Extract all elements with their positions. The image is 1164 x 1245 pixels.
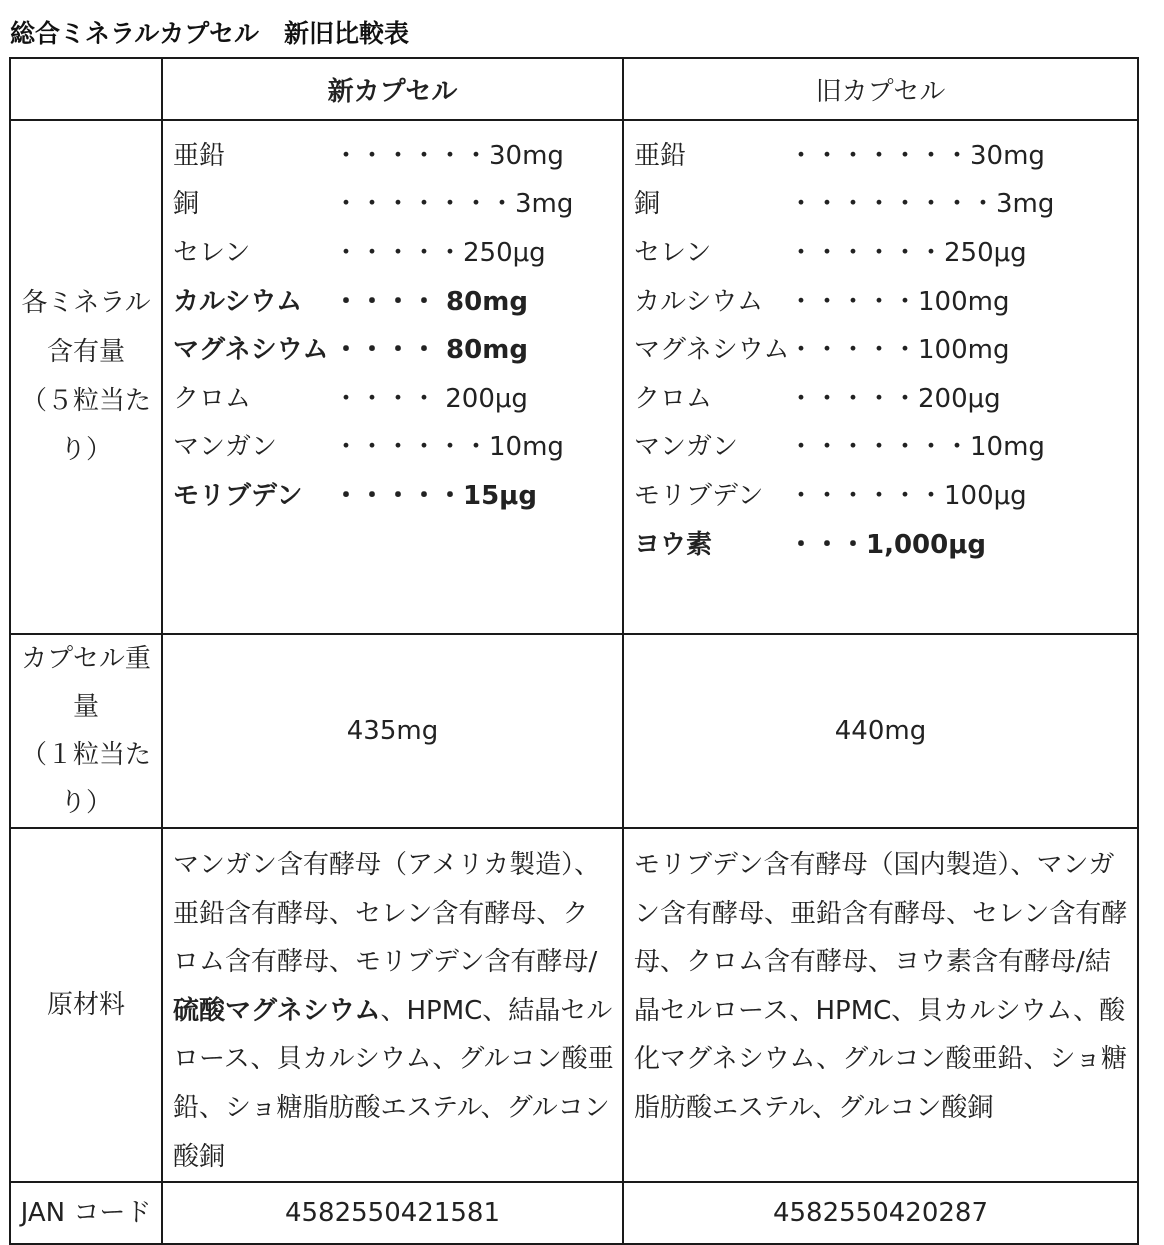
mineral-name: クロム <box>173 383 252 414</box>
mineral-row <box>163 421 622 470</box>
jan-row-label: JAN コード <box>10 1182 162 1244</box>
mineral-amount: ・・・・・・250μg <box>788 237 1027 268</box>
mineral-row <box>624 129 1137 178</box>
minerals-label-line: 含有量 <box>46 337 125 367</box>
header-old-capsule: 旧カプセル <box>623 58 1138 120</box>
mineral-amount: ・・・・・200μg <box>788 383 1001 414</box>
mineral-row <box>624 178 1137 227</box>
header-new-capsule: 新カプセル <box>162 58 623 120</box>
mineral-amount: ・・・・・250μg <box>333 237 546 268</box>
mineral-row <box>624 226 1137 275</box>
old-raw-materials: モリブデン含有酵母（国内製造）、マンガン含有酵母、亜鉛含有酵母、セレン含有酵母、クロム含有酵母、ヨウ素含有酵母/結晶セルロース、HPMC、貝カルシウム、酸化マグネシウム、グルコン酸亜鉛、ショ糖脂肪酸エステル、グルコン酸銅 <box>623 828 1138 1182</box>
mineral-amount: ・・・・・100mg <box>788 335 1010 366</box>
mineral-row <box>163 178 622 227</box>
mineral-row <box>163 372 622 421</box>
mineral-amount: ・・・・ 200μg <box>333 383 528 414</box>
minerals-label-line: （５粒当たり） <box>20 386 151 465</box>
minerals-label-line: 各ミネラル <box>21 288 151 318</box>
mineral-row <box>624 469 1137 518</box>
mineral-amount: ・・・・・・・30mg <box>788 140 1045 171</box>
mineral-name: セレン <box>173 237 251 268</box>
mineral-amount: ・・・・・15μg <box>333 480 537 511</box>
mineral-name: モリブデン <box>634 480 764 511</box>
weight-label-line: カプセル重量 <box>21 644 151 722</box>
mineral-row <box>163 323 622 372</box>
mineral-name: マグネシウム <box>634 335 790 366</box>
mineral-row <box>163 226 622 275</box>
header-empty-cell <box>10 58 162 120</box>
new-raw-bold: 硫酸マグネシウム <box>173 995 381 1026</box>
mineral-amount: ・・・・・・・3mg <box>333 189 574 220</box>
mineral-name: クロム <box>634 383 713 414</box>
mineral-name: マンガン <box>173 432 278 463</box>
mineral-amount: ・・・・・・10mg <box>333 432 564 463</box>
weight-label-line: （１粒当たり） <box>20 740 151 818</box>
mineral-amount: ・・・・・・・10mg <box>788 432 1045 463</box>
table-header-row <box>10 58 1138 120</box>
new-minerals-cell <box>162 120 623 634</box>
mineral-row <box>624 275 1137 324</box>
comparison-table <box>9 57 1139 1245</box>
jan-code-row <box>10 1182 1138 1244</box>
mineral-amount: ・・・・・100mg <box>788 286 1010 317</box>
mineral-name: マグネシウム <box>173 335 329 366</box>
mineral-name: 銅 <box>173 189 200 220</box>
mineral-name: モリブデン <box>173 480 303 511</box>
mineral-amount: ・・・・・・30mg <box>333 140 564 171</box>
mineral-row <box>624 518 1137 567</box>
mineral-name: カルシウム <box>634 286 764 317</box>
mineral-amount: ・・・・・・100μg <box>788 480 1027 511</box>
mineral-name: 亜鉛 <box>173 140 226 171</box>
capsule-weight-row-label <box>10 634 162 828</box>
raw-materials-row <box>10 828 1138 1182</box>
mineral-name: マンガン <box>634 432 739 463</box>
mineral-amount: ・・・・・・・・3mg <box>788 189 1055 220</box>
new-raw-text-2: 、HPMC、結晶セルロース、貝カルシウム、グルコン酸亜鉛、ショ糖脂肪酸エステル、グルコン酸銅 <box>173 995 614 1172</box>
raw-materials-row-label: 原材料 <box>10 828 162 1182</box>
document-title: 総合ミネラルカプセル 新旧比較表 <box>10 19 410 48</box>
mineral-name: 亜鉛 <box>634 140 687 171</box>
capsule-weight-row <box>10 634 1138 828</box>
old-minerals-cell <box>623 120 1138 634</box>
mineral-row <box>624 323 1137 372</box>
mineral-name: ヨウ素 <box>634 529 713 560</box>
minerals-row-label <box>10 120 162 634</box>
mineral-row <box>163 129 622 178</box>
new-capsule-weight: 435mg <box>162 634 623 828</box>
mineral-name: セレン <box>634 237 712 268</box>
mineral-amount: ・・・1,000μg <box>788 529 986 560</box>
mineral-amount: ・・・・ 80mg <box>333 335 528 366</box>
mineral-row <box>624 372 1137 421</box>
mineral-amount: ・・・・ 80mg <box>333 286 528 317</box>
mineral-row <box>163 469 622 518</box>
mineral-name: カルシウム <box>173 286 303 317</box>
new-jan-code: 4582550421581 <box>162 1182 623 1244</box>
new-raw-materials <box>162 828 623 1182</box>
mineral-row <box>163 275 622 324</box>
mineral-name: 銅 <box>634 189 661 220</box>
new-raw-text-1: マンガン含有酵母（アメリカ製造）、亜鉛含有酵母、セレン含有酵母、クロム含有酵母、モリブデン含有酵母/ <box>173 850 601 978</box>
old-jan-code: 4582550420287 <box>623 1182 1138 1244</box>
minerals-row <box>10 120 1138 634</box>
mineral-row <box>624 421 1137 470</box>
old-capsule-weight: 440mg <box>623 634 1138 828</box>
